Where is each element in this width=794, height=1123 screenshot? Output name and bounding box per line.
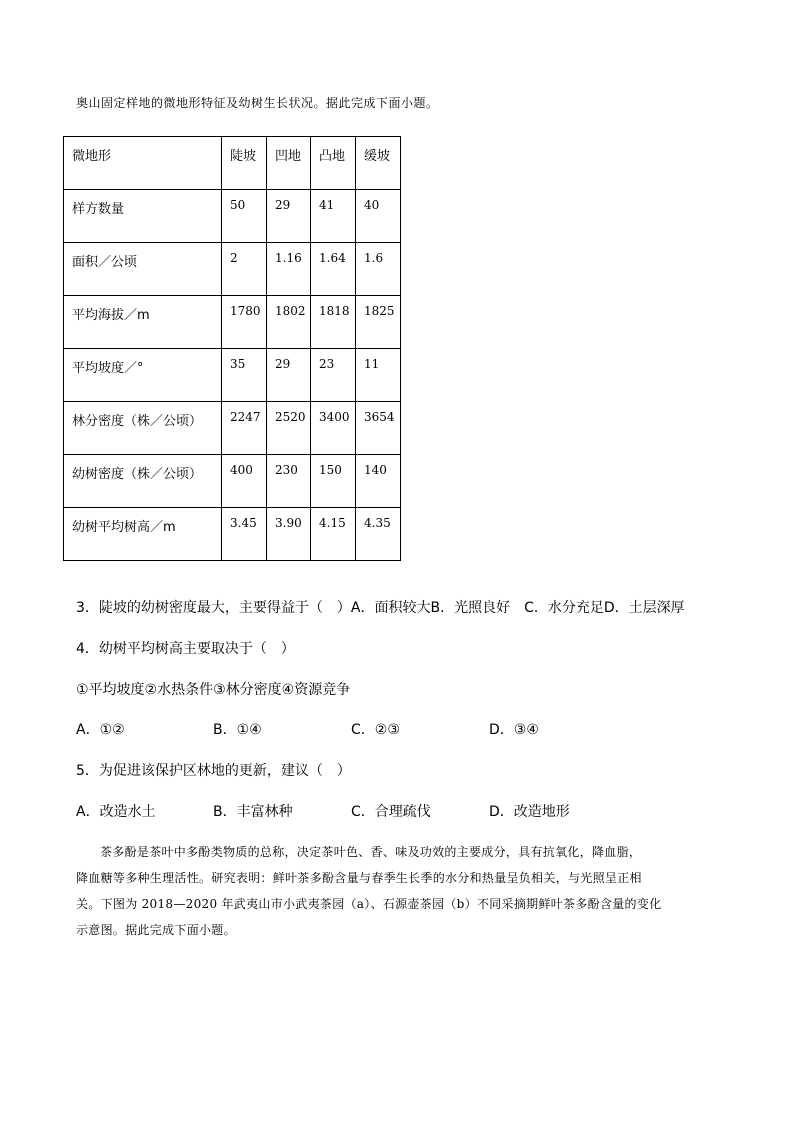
passage-line: 降血糖等多种生理活性。研究表明：鲜叶茶多酚含量与春季生长季的水分和热量呈负相关，与光照呈正相: [76, 871, 642, 885]
header-cell: 凹地: [267, 137, 311, 190]
table-header-row: [64, 137, 401, 190]
q5-option-a[interactable]: A．改造水土: [76, 804, 156, 820]
microterrain-table: [63, 136, 401, 561]
q3-option-d[interactable]: D．土层深厚: [603, 600, 685, 616]
q4-option-d[interactable]: D．③④: [489, 722, 539, 738]
table-cell: 3.90: [267, 508, 311, 561]
question-5-options: [76, 801, 570, 821]
table-row: [64, 508, 401, 561]
table-row: [64, 349, 401, 402]
q5-option-d[interactable]: D．改造地形: [489, 804, 570, 820]
table-cell: 29: [267, 190, 311, 243]
table-cell: 140: [356, 455, 401, 508]
table-cell: 3654: [356, 402, 401, 455]
table-cell: 230: [267, 455, 311, 508]
table-row: [64, 402, 401, 455]
tea-polyphenol-passage: [76, 839, 756, 943]
table-cell: 1.6: [356, 243, 401, 296]
question-4-factors: ①平均坡度②水热条件③林分密度④资源竞争: [76, 682, 351, 698]
table-cell: 4.15: [311, 508, 356, 561]
q4-option-a[interactable]: A．①②: [76, 722, 125, 738]
q3-option-a[interactable]: A．面积较大: [350, 600, 431, 616]
intro-text: 奥山固定样地的微地形特征及幼树生长状况。据此完成下面小题。: [76, 96, 439, 110]
table-cell: 3.45: [222, 508, 267, 561]
header-cell: 微地形: [64, 137, 222, 190]
table-cell: 2: [222, 243, 267, 296]
table-cell: 41: [311, 190, 356, 243]
q3-option-b[interactable]: B．光照良好: [430, 600, 511, 616]
question-4-options: [76, 719, 539, 739]
table-row: [64, 296, 401, 349]
table-cell: 40: [356, 190, 401, 243]
passage-line: 茶多酚是茶叶中多酚类物质的总称，决定茶叶色、香、味及功效的主要成分，具有抗氧化，降血脂，: [100, 845, 642, 859]
header-cell: 缓坡: [356, 137, 401, 190]
q3-option-c[interactable]: C．水分充足: [524, 600, 604, 616]
table-cell: 50: [222, 190, 267, 243]
table-cell: 1.16: [267, 243, 311, 296]
table-cell: 1802: [267, 296, 311, 349]
passage-line: 关。下图为 2018—2020 年武夷山市小武夷茶园（a）、石源壶茶园（b）不同采摘期鲜叶茶多酚含量的变化: [76, 897, 662, 911]
row-label: 幼树平均树高／m: [64, 508, 222, 561]
row-label: 林分密度（株／公顷）: [64, 402, 222, 455]
question-3-stem: 3．陡坡的幼树密度最大，主要得益于（ ）: [76, 600, 351, 616]
row-label: 样方数量: [64, 190, 222, 243]
table-cell: 1818: [311, 296, 356, 349]
table-row: [64, 455, 401, 508]
table-cell: 400: [222, 455, 267, 508]
header-cell: 陡坡: [222, 137, 267, 190]
row-label: 平均海拔／m: [64, 296, 222, 349]
table-cell: 2247: [222, 402, 267, 455]
table-cell: 35: [222, 349, 267, 402]
passage-line: 示意图。据此完成下面小题。: [76, 923, 236, 937]
row-label: 面积／公顷: [64, 243, 222, 296]
table-cell: 11: [356, 349, 401, 402]
q4-option-c[interactable]: C．②③: [351, 722, 400, 738]
table-row: [64, 243, 401, 296]
question-5-stem: 5．为促进该保护区林地的更新，建议（ ）: [76, 763, 351, 779]
row-label: 幼树密度（株／公顷）: [64, 455, 222, 508]
q5-option-b[interactable]: B．丰富林种: [213, 804, 293, 820]
question-4-stem: 4．幼树平均树高主要取决于（ ）: [76, 641, 295, 657]
table-cell: 1825: [356, 296, 401, 349]
table-cell: 1.64: [311, 243, 356, 296]
table-cell: 2520: [267, 402, 311, 455]
header-cell: 凸地: [311, 137, 356, 190]
q4-option-b[interactable]: B．①④: [213, 722, 262, 738]
table-cell: 150: [311, 455, 356, 508]
table-cell: 23: [311, 349, 356, 402]
question-3: [76, 597, 685, 617]
table-cell: 29: [267, 349, 311, 402]
row-label: 平均坡度／°: [64, 349, 222, 402]
table-cell: 4.35: [356, 508, 401, 561]
table-cell: 1780: [222, 296, 267, 349]
q5-option-c[interactable]: C．合理疏伐: [351, 804, 431, 820]
table-row: [64, 190, 401, 243]
table-cell: 3400: [311, 402, 356, 455]
